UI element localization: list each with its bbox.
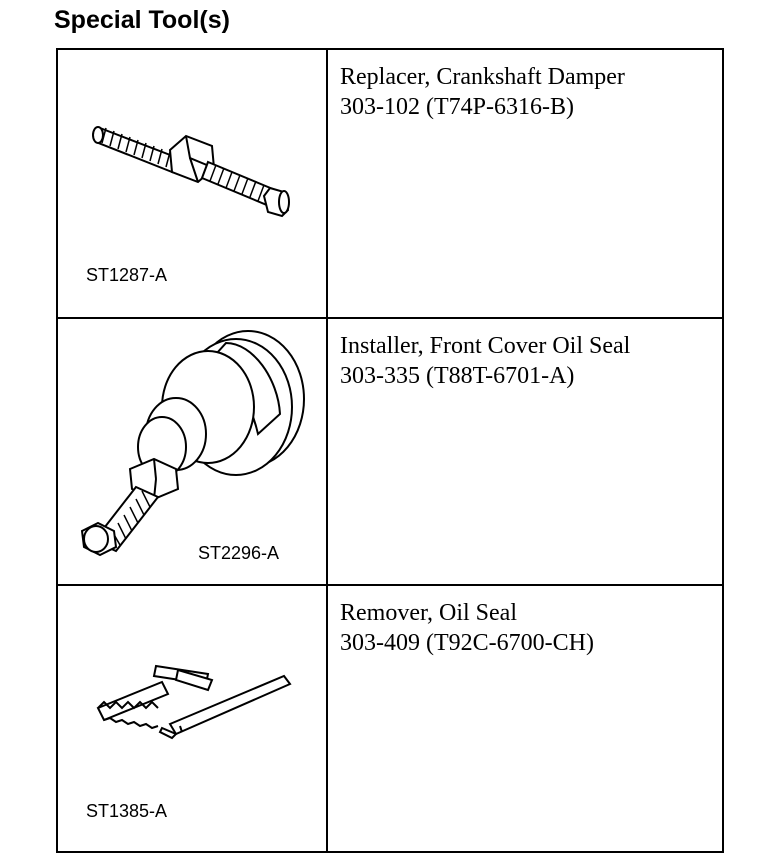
tool-description-cell xyxy=(327,49,723,318)
tool-name: Remover, Oil Seal xyxy=(340,600,517,626)
page-title: Special Tool(s) xyxy=(54,6,230,34)
figure-id: ST1287-A xyxy=(86,265,168,285)
tool-description-cell xyxy=(327,585,723,852)
tool-name: Replacer, Crankshaft Damper xyxy=(340,64,625,90)
table-row xyxy=(57,585,723,852)
table-row xyxy=(57,318,723,585)
seal-installer-illustration xyxy=(58,319,326,572)
tool-illustration-cell xyxy=(57,585,327,852)
tool-number: 303-335 (T88T-6701-A) xyxy=(340,363,575,389)
tool-illustration-cell xyxy=(57,49,327,318)
figure-id: ST2296-A xyxy=(198,543,280,563)
tool-illustration-cell xyxy=(57,318,327,585)
special-tools-table xyxy=(56,48,724,853)
tool-description-cell xyxy=(327,318,723,585)
tool-number: 303-102 (T74P-6316-B) xyxy=(340,94,574,120)
table-row xyxy=(57,49,723,318)
tool-name: Installer, Front Cover Oil Seal xyxy=(340,333,631,359)
figure-id: ST1385-A xyxy=(86,801,168,821)
tool-number: 303-409 (T92C-6700-CH) xyxy=(340,630,594,656)
